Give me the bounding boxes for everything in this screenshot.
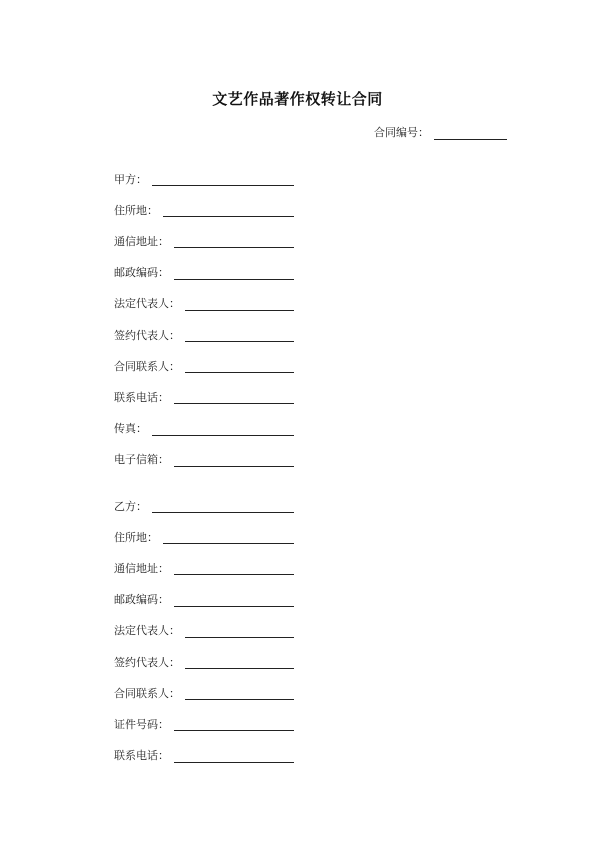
party-b-field-row [114, 491, 294, 522]
party-a-field-row [114, 414, 294, 445]
party-a-field-label: 住所地： [114, 203, 158, 217]
party-b-field-blank-line [185, 656, 294, 669]
party-a-field-row [114, 382, 294, 413]
party-b-section [114, 491, 294, 772]
party-a-field-blank-line [185, 329, 294, 342]
party-b-field-label: 联系电话： [114, 749, 169, 763]
contract-number-blank-line [434, 127, 507, 140]
party-b-field-blank-line [185, 687, 294, 700]
party-b-field-blank-line [174, 594, 294, 607]
party-a-field-blank-line [174, 235, 294, 248]
party-b-field-label: 通信地址： [114, 561, 169, 575]
party-b-field-row [114, 616, 294, 647]
party-a-field-blank-line [174, 267, 294, 280]
party-a-field-label: 电子信箱： [114, 453, 169, 467]
party-b-field-blank-line [163, 531, 294, 544]
party-b-field-row [114, 522, 294, 553]
party-b-field-label: 乙方： [114, 499, 147, 513]
party-b-field-row [114, 741, 294, 772]
party-b-field-label: 合同联系人： [114, 686, 180, 700]
party-a-field-blank-line [152, 173, 294, 186]
contract-number [374, 126, 507, 140]
party-b-field-row [114, 709, 294, 740]
party-a-field-label: 签约代表人： [114, 328, 180, 342]
party-a-field-label: 甲方： [114, 172, 147, 186]
party-b-field-label: 证件号码： [114, 717, 169, 731]
party-a-field-label: 法定代表人： [114, 297, 180, 311]
party-a-field-blank-line [174, 454, 294, 467]
document-title: 文艺作品著作权转让合同 [212, 90, 383, 108]
party-a-section [114, 164, 294, 476]
party-b-field-row [114, 553, 294, 584]
party-b-field-label: 法定代表人： [114, 624, 180, 638]
party-a-field-label: 联系电话： [114, 390, 169, 404]
party-a-field-blank-line [163, 204, 294, 217]
party-a-field-row [114, 351, 294, 382]
party-a-field-label: 传真： [114, 422, 147, 436]
party-a-field-blank-line [152, 423, 294, 436]
party-b-field-blank-line [174, 562, 294, 575]
party-a-field-row [114, 289, 294, 320]
party-a-field-label: 通信地址： [114, 234, 169, 248]
party-b-field-blank-line [174, 750, 294, 763]
party-b-field-row [114, 678, 294, 709]
party-b-field-row [114, 585, 294, 616]
party-b-field-label: 邮政编码： [114, 593, 169, 607]
party-a-field-blank-line [185, 298, 294, 311]
party-a-field-blank-line [185, 360, 294, 373]
party-b-field-blank-line [185, 625, 294, 638]
party-a-field-row [114, 226, 294, 257]
party-a-field-label: 合同联系人： [114, 359, 180, 373]
party-a-field-row [114, 195, 294, 226]
contract-number-label: 合同编号： [374, 126, 429, 139]
party-b-field-blank-line [174, 718, 294, 731]
party-b-field-label: 住所地： [114, 530, 158, 544]
party-b-field-blank-line [152, 500, 294, 513]
party-a-field-row [114, 320, 294, 351]
party-b-field-row [114, 647, 294, 678]
party-a-field-row [114, 258, 294, 289]
party-a-field-row [114, 164, 294, 195]
party-a-field-blank-line [174, 391, 294, 404]
party-a-field-row [114, 445, 294, 476]
party-a-field-label: 邮政编码： [114, 266, 169, 280]
party-b-field-label: 签约代表人： [114, 655, 180, 669]
